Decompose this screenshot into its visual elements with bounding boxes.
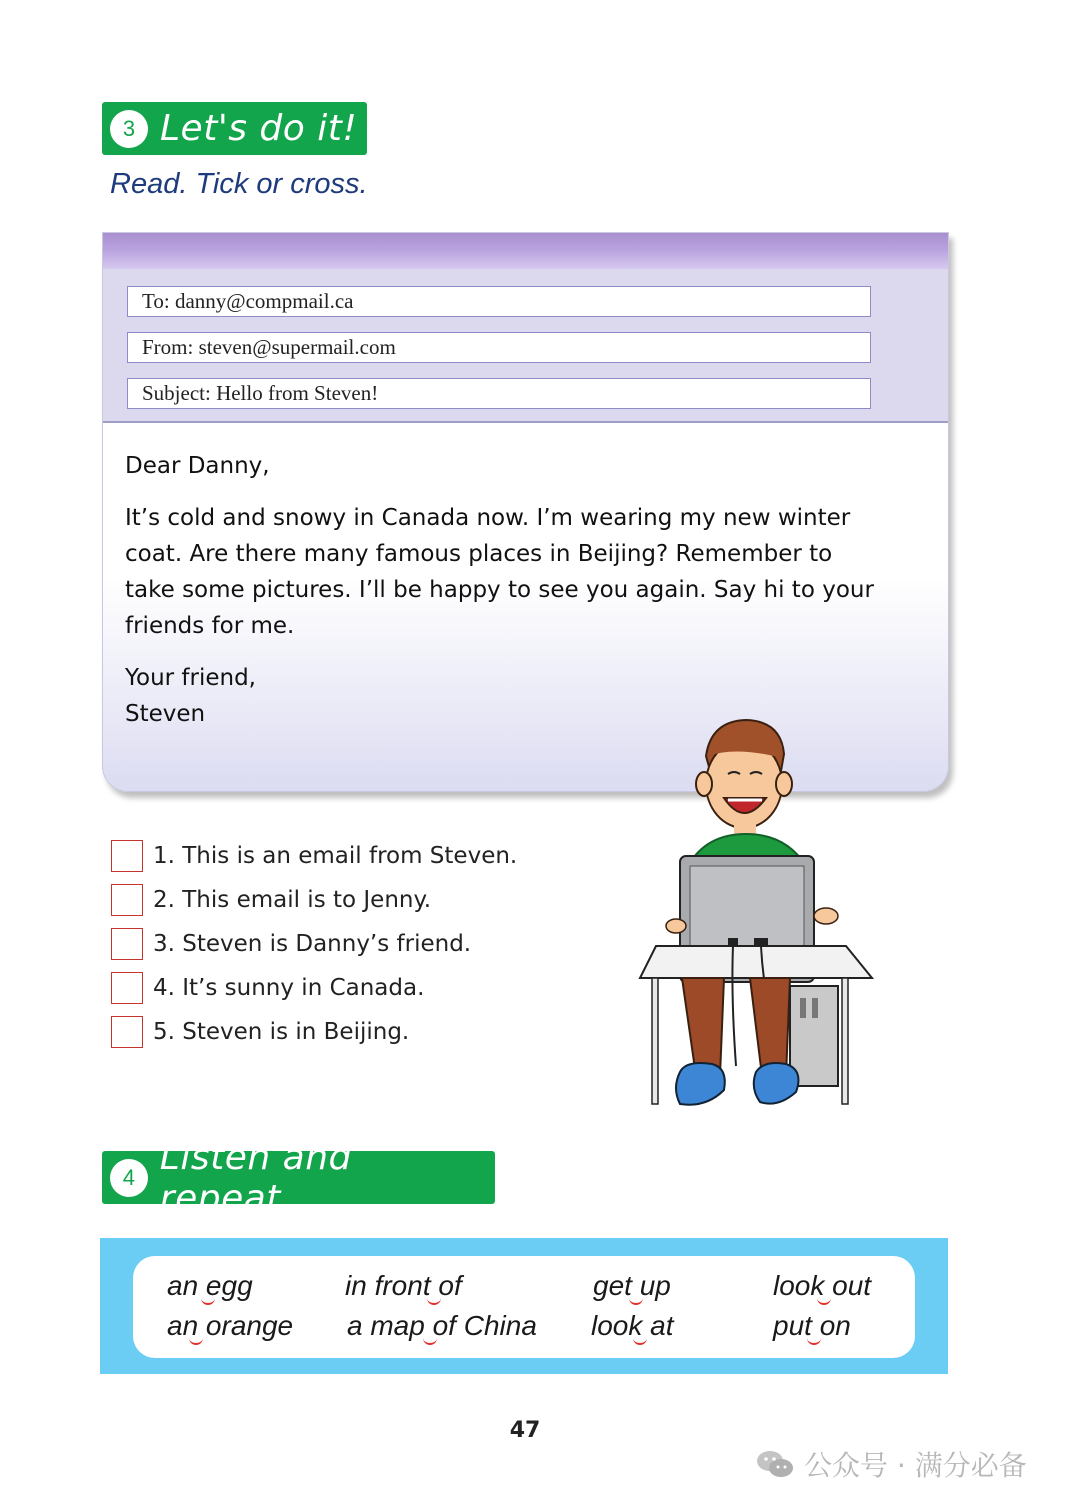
liaison-mark: [427, 1296, 441, 1305]
liaison-mark: [633, 1336, 647, 1345]
question-row: [111, 1016, 409, 1048]
email-signature: Steven: [125, 701, 206, 727]
tick-box[interactable]: [111, 884, 143, 916]
section-number-badge: 4: [110, 1159, 148, 1197]
section-number-badge: 3: [110, 110, 148, 148]
phrase-item: look out: [773, 1270, 872, 1301]
tick-box[interactable]: [111, 1016, 143, 1048]
email-card: [102, 232, 949, 792]
page-number: 47: [509, 1418, 541, 1443]
question-text: 4. It’s sunny in Canada.: [153, 975, 425, 1001]
question-text: 3. Steven is Danny’s friend.: [153, 931, 472, 957]
email-greeting: Dear Danny,: [125, 453, 270, 479]
liaison-mark: [423, 1336, 437, 1345]
question-row: [111, 884, 431, 916]
section-title: Listen and repeat.: [159, 1136, 352, 1219]
tick-box[interactable]: [111, 972, 143, 1004]
phrase-item: an egg: [167, 1270, 253, 1301]
question-text: 1. This is an email from Steven.: [153, 843, 518, 869]
tick-box[interactable]: [111, 840, 143, 872]
email-body-line: take some pictures. I’ll be happy to see you again. Say hi to your: [125, 577, 874, 603]
phrase-item: get up: [593, 1270, 671, 1301]
boy-at-computer-illustration: [636, 716, 876, 1116]
phrase-item: put on: [773, 1310, 851, 1341]
wechat-icon: [756, 1449, 794, 1479]
section-4-header: [102, 1136, 495, 1219]
liaison-mark: [807, 1336, 821, 1345]
tick-box[interactable]: [111, 928, 143, 960]
instruction-text: Read. Tick or cross.: [110, 168, 368, 200]
question-row: [111, 840, 517, 872]
liaison-mark: [201, 1296, 215, 1305]
phrase-item: look at: [591, 1310, 674, 1341]
liaison-mark: [817, 1296, 831, 1305]
email-header: [103, 269, 948, 423]
question-text: 2. This email is to Jenny.: [153, 887, 432, 913]
question-text: 5. Steven is in Beijing.: [153, 1019, 410, 1045]
watermark-text: 公众号 · 满分必备: [804, 1449, 1027, 1482]
email-body-line: It’s cold and snowy in Canada now. I’m wearing my new winter: [125, 505, 851, 531]
liaison-mark: [189, 1336, 203, 1345]
email-body-line: friends for me.: [125, 613, 295, 639]
section-title: Let's do it!: [160, 108, 358, 149]
email-title-bar: [103, 233, 948, 269]
section-3-header: [102, 102, 367, 155]
phrase-panel: [100, 1238, 948, 1374]
email-to-field: To: danny@compmail.ca: [127, 286, 871, 317]
liaison-mark: [629, 1296, 643, 1305]
email-from-field: From: steven@supermail.com: [127, 332, 871, 363]
phrase-item: a map of China: [347, 1310, 537, 1341]
question-row: [111, 928, 471, 960]
watermark: [756, 1444, 1027, 1484]
email-subject-field: Subject: Hello from Steven!: [127, 378, 871, 409]
phrase-item: in front of: [345, 1270, 462, 1301]
email-body-line: coat. Are there many famous places in Beijing? Remember to: [125, 541, 833, 567]
question-row: [111, 972, 424, 1004]
phrase-card: [133, 1256, 915, 1358]
email-closing: Your friend,: [125, 665, 256, 691]
phrase-item: an orange: [167, 1310, 294, 1341]
